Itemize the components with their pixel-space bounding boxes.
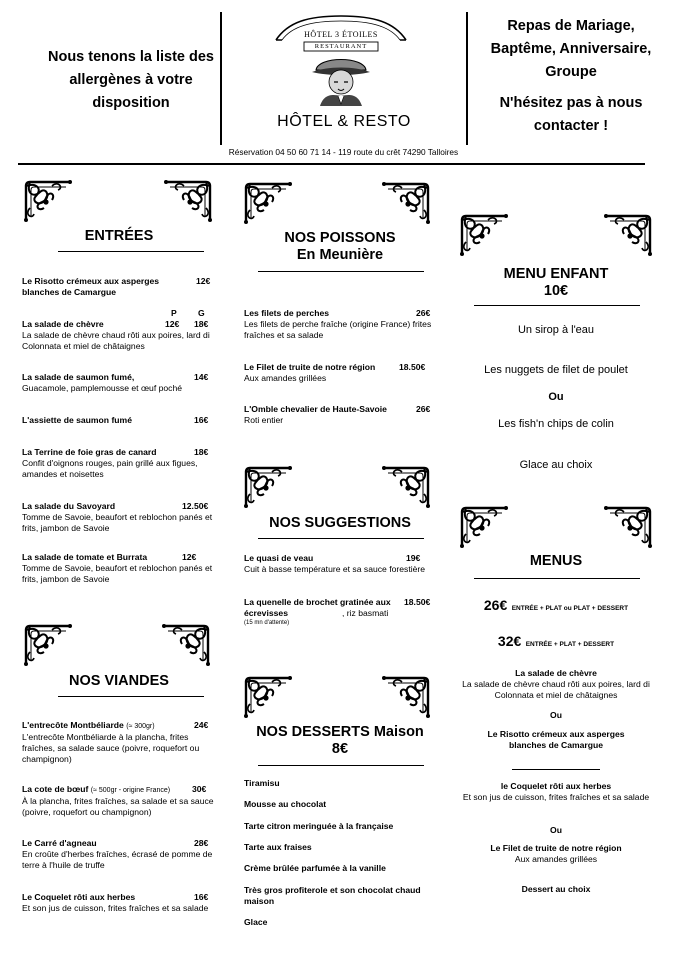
- item-price: 12€: [182, 552, 197, 562]
- item-name: Le Coquelet rôti aux herbes: [22, 892, 136, 902]
- menu-item: [22, 319, 216, 352]
- size-header-grand: G: [198, 308, 205, 318]
- item-price: 12€: [196, 276, 211, 286]
- item-price: 18.50€: [404, 597, 431, 607]
- item-price: 18.50€: [399, 362, 426, 372]
- menu-item: [22, 838, 216, 871]
- item-name: La salade du Savoyard: [22, 501, 116, 511]
- dessert-item: Crème brûlée parfumée à la vanille: [244, 863, 386, 873]
- enfant-price: 10€: [543, 283, 569, 299]
- menu-item: [22, 501, 216, 534]
- menu-choice: [458, 668, 654, 701]
- item-price: 24€: [194, 720, 209, 730]
- viandes-underline: [58, 696, 204, 697]
- item-name: La salade de saumon fumé,: [22, 372, 135, 382]
- choice-desc: Aux amandes grillées: [514, 854, 598, 864]
- formula-1: [458, 597, 654, 615]
- item-desc: Tomme de Savoie, beaufort et reblochon panés et frits, jambon de Savoie: [22, 563, 213, 584]
- poissons-title-text: NOS POISSONS: [284, 230, 396, 246]
- poissons-subtitle: En Meunière: [296, 247, 384, 263]
- item-desc: Et son jus de cuisson, frites fraîches et sa salade: [22, 903, 209, 913]
- dessert-item: Très gros profiterole et son chocolat chaud maison: [244, 885, 421, 906]
- menu-item: [22, 447, 216, 480]
- item-name: Le quasi de veau: [244, 553, 314, 563]
- item-desc: (15 mn d'attente): [244, 620, 290, 626]
- entrees-underline: [58, 251, 204, 252]
- menu-item: [244, 362, 440, 384]
- item-price: 16€: [194, 415, 209, 425]
- item-name: L'entrecôte Montbéliarde: [22, 720, 124, 730]
- item-desc: En croûte d'herbes fraîches, écrasé de pomme de terre à l'huile de truffe: [22, 849, 213, 870]
- corner-ornament-icon: [376, 180, 432, 226]
- enfant-title: [458, 266, 654, 300]
- menu-item: [22, 372, 216, 394]
- menu-item: [22, 415, 216, 426]
- choice-name: le Coquelet rôti aux herbes: [500, 781, 612, 791]
- menu-choice: Le Risotto crémeux aux asperges blanches de Camargue: [487, 729, 625, 750]
- entrees-title: ENTRÉES: [84, 228, 154, 244]
- menu-item: [22, 720, 216, 765]
- enfant-line: Un sirop à l'eau: [517, 324, 595, 336]
- item-price: 16€: [194, 892, 209, 902]
- corner-ornament-icon: [376, 674, 432, 720]
- corner-ornament-icon: [22, 622, 78, 668]
- reservation-line: Réservation 04 50 60 71 14 - 119 route du crêt 74290 Talloires: [228, 147, 459, 157]
- desserts-underline: [258, 765, 424, 766]
- suggestions-underline: [258, 538, 424, 539]
- corner-ornament-icon: [242, 674, 298, 720]
- menus-title: MENUS: [529, 553, 583, 569]
- menu-choice: [458, 781, 654, 803]
- desserts-title: [242, 724, 438, 758]
- item-name-tail: , riz basmati: [342, 608, 389, 618]
- menu-item: [22, 784, 216, 818]
- enfant-title-text: MENU ENFANT: [503, 266, 609, 282]
- item-name: La quenelle de brochet gratinée aux écrevisses: [244, 597, 391, 618]
- dessert-item: Glace: [244, 917, 268, 927]
- item-note: (≈ 300gr): [126, 723, 155, 730]
- dessert-item: Tiramisu: [244, 778, 280, 788]
- dessert-item: Mousse au chocolat: [244, 799, 327, 809]
- poissons-title: [242, 230, 438, 264]
- item-desc: Aux amandes grillées: [244, 373, 327, 383]
- menu-choice: Dessert au choix: [521, 884, 591, 894]
- item-desc: Confit d'oignons rouges, pain grillé aux figues, amandes et noisettes: [22, 458, 198, 479]
- hotel-logo: [268, 10, 414, 106]
- events-note: Repas de Mariage, Baptême, Anniversaire, Groupe: [490, 18, 652, 80]
- item-desc: Tomme de Savoie, beaufort et reblochon panés et frits, jambon de Savoie: [22, 512, 213, 533]
- contact-note: N'hésitez pas à nous contacter !: [499, 95, 643, 134]
- item-desc: À la plancha, frites fraîches, sa salade et sa sauce (poivre, roquefort ou champignon): [22, 796, 214, 817]
- brand-name: HÔTEL & RESTO: [277, 113, 411, 130]
- menu-item: [244, 308, 440, 341]
- item-name: Le Carré d'agneau: [22, 838, 97, 848]
- menus-underline: [474, 578, 640, 579]
- size-header-petit: P: [171, 308, 177, 318]
- formula-1-text: ENTRÉE + PLAT ou PLAT + DESSERT: [511, 605, 629, 612]
- corner-ornament-icon: [376, 464, 432, 510]
- item-name: Le Filet de truite de notre région: [244, 362, 376, 372]
- corner-ornament-icon: [242, 464, 298, 510]
- logo-top-text: HÔTEL 3 ÉTOILES: [304, 30, 378, 39]
- item-name: La Terrine de foie gras de canard: [22, 447, 157, 457]
- item-name: L'assiette de saumon fumé: [22, 415, 132, 425]
- menu-choice: [458, 843, 654, 865]
- dessert-item: Tarte citron meringuée à la française: [244, 821, 394, 831]
- item-price: 12.50€: [182, 501, 209, 511]
- desserts-price: 8€: [331, 741, 349, 757]
- menu-or: Ou: [550, 710, 562, 720]
- choice-desc: Et son jus de cuisson, frites fraîches et sa salade: [462, 792, 650, 802]
- menu-item: [22, 276, 216, 298]
- menu-item: [22, 892, 216, 914]
- item-desc: Les filets de perche fraîche (origine France) frites fraîches et sa salade: [244, 319, 432, 340]
- item-name: La salade de tomate et Burrata: [22, 552, 148, 562]
- viandes-title: NOS VIANDES: [69, 673, 169, 689]
- menu-or: Ou: [550, 825, 562, 835]
- corner-ornament-icon: [156, 622, 212, 668]
- corner-ornament-icon: [598, 504, 654, 550]
- formula-2: [458, 633, 654, 651]
- choice-desc: La salade de chèvre chaud rôti aux poires, lard di Colonnata et miel de châtaignes: [462, 679, 650, 700]
- header-divider-right: [466, 12, 468, 145]
- item-price-large: 18€: [194, 319, 209, 329]
- item-desc: Guacamole, pamplemousse et œuf poché: [22, 383, 183, 393]
- item-desc: Cuit à basse température et sa sauce forestière: [244, 564, 426, 574]
- enfant-or: Ou: [548, 391, 564, 403]
- menu-item: [244, 553, 440, 575]
- choice-name: La salade de chèvre: [515, 668, 597, 678]
- item-price: 18€: [194, 447, 209, 457]
- enfant-line: Les fish'n chips de colin: [498, 418, 614, 430]
- item-price: 26€: [416, 308, 431, 318]
- enfant-line: Les nuggets de filet de poulet: [484, 364, 628, 376]
- item-name: La salade de chèvre: [22, 319, 104, 329]
- header-rule: [18, 163, 645, 165]
- item-name: La cote de bœuf: [22, 784, 89, 794]
- formula-1-price: 26€: [483, 597, 508, 613]
- item-name: Les filets de perches: [244, 308, 330, 318]
- dessert-item: Tarte aux fraises: [244, 842, 312, 852]
- item-desc: La salade de chèvre chaud rôti aux poires, lard di Colonnata et miel de châtaignes: [22, 330, 210, 351]
- item-price: 12€: [165, 319, 180, 329]
- menu-item: [244, 597, 440, 627]
- logo-banner-text: RESTAURANT: [314, 43, 368, 50]
- choice-name: Le Filet de truite de notre région: [490, 843, 622, 853]
- menu-separator: [512, 769, 600, 770]
- item-desc: L'entrecôte Montbéliarde à la plancha, frites fraîches, sa salade sauce (poivre, roquefort ou champignon): [22, 732, 200, 764]
- corner-ornament-icon: [242, 180, 298, 226]
- item-name: Le Risotto crémeux aux asperges blanches de Camargue: [22, 276, 160, 297]
- formula-2-price: 32€: [497, 633, 522, 649]
- allergen-note: Nous tenons la liste des allergènes à votre disposition: [48, 49, 214, 111]
- item-desc: Roti entier: [244, 415, 284, 425]
- corner-ornament-icon: [458, 212, 514, 258]
- corner-ornament-icon: [458, 504, 514, 550]
- item-price: 30€: [192, 784, 207, 794]
- corner-ornament-icon: [22, 178, 78, 224]
- corner-ornament-icon: [158, 178, 214, 224]
- item-name: L'Omble chevalier de Haute-Savoie: [244, 404, 387, 414]
- menu-item: [244, 404, 440, 426]
- item-price: 19€: [406, 553, 421, 563]
- enfant-line: Glace au choix: [519, 459, 593, 471]
- formula-2-text: ENTRÉE + PLAT + DESSERT: [525, 641, 615, 648]
- item-note: (≈ 500gr - origine France): [90, 787, 171, 794]
- enfant-underline: [474, 305, 640, 306]
- poissons-underline: [258, 271, 424, 272]
- desserts-title-text: NOS DESSERTS Maison: [256, 724, 424, 740]
- item-price: 26€: [416, 404, 431, 414]
- item-price: 14€: [194, 372, 209, 382]
- menu-item: [22, 552, 216, 585]
- suggestions-title: NOS SUGGESTIONS: [269, 515, 411, 531]
- corner-ornament-icon: [598, 212, 654, 258]
- item-price: 28€: [194, 838, 209, 848]
